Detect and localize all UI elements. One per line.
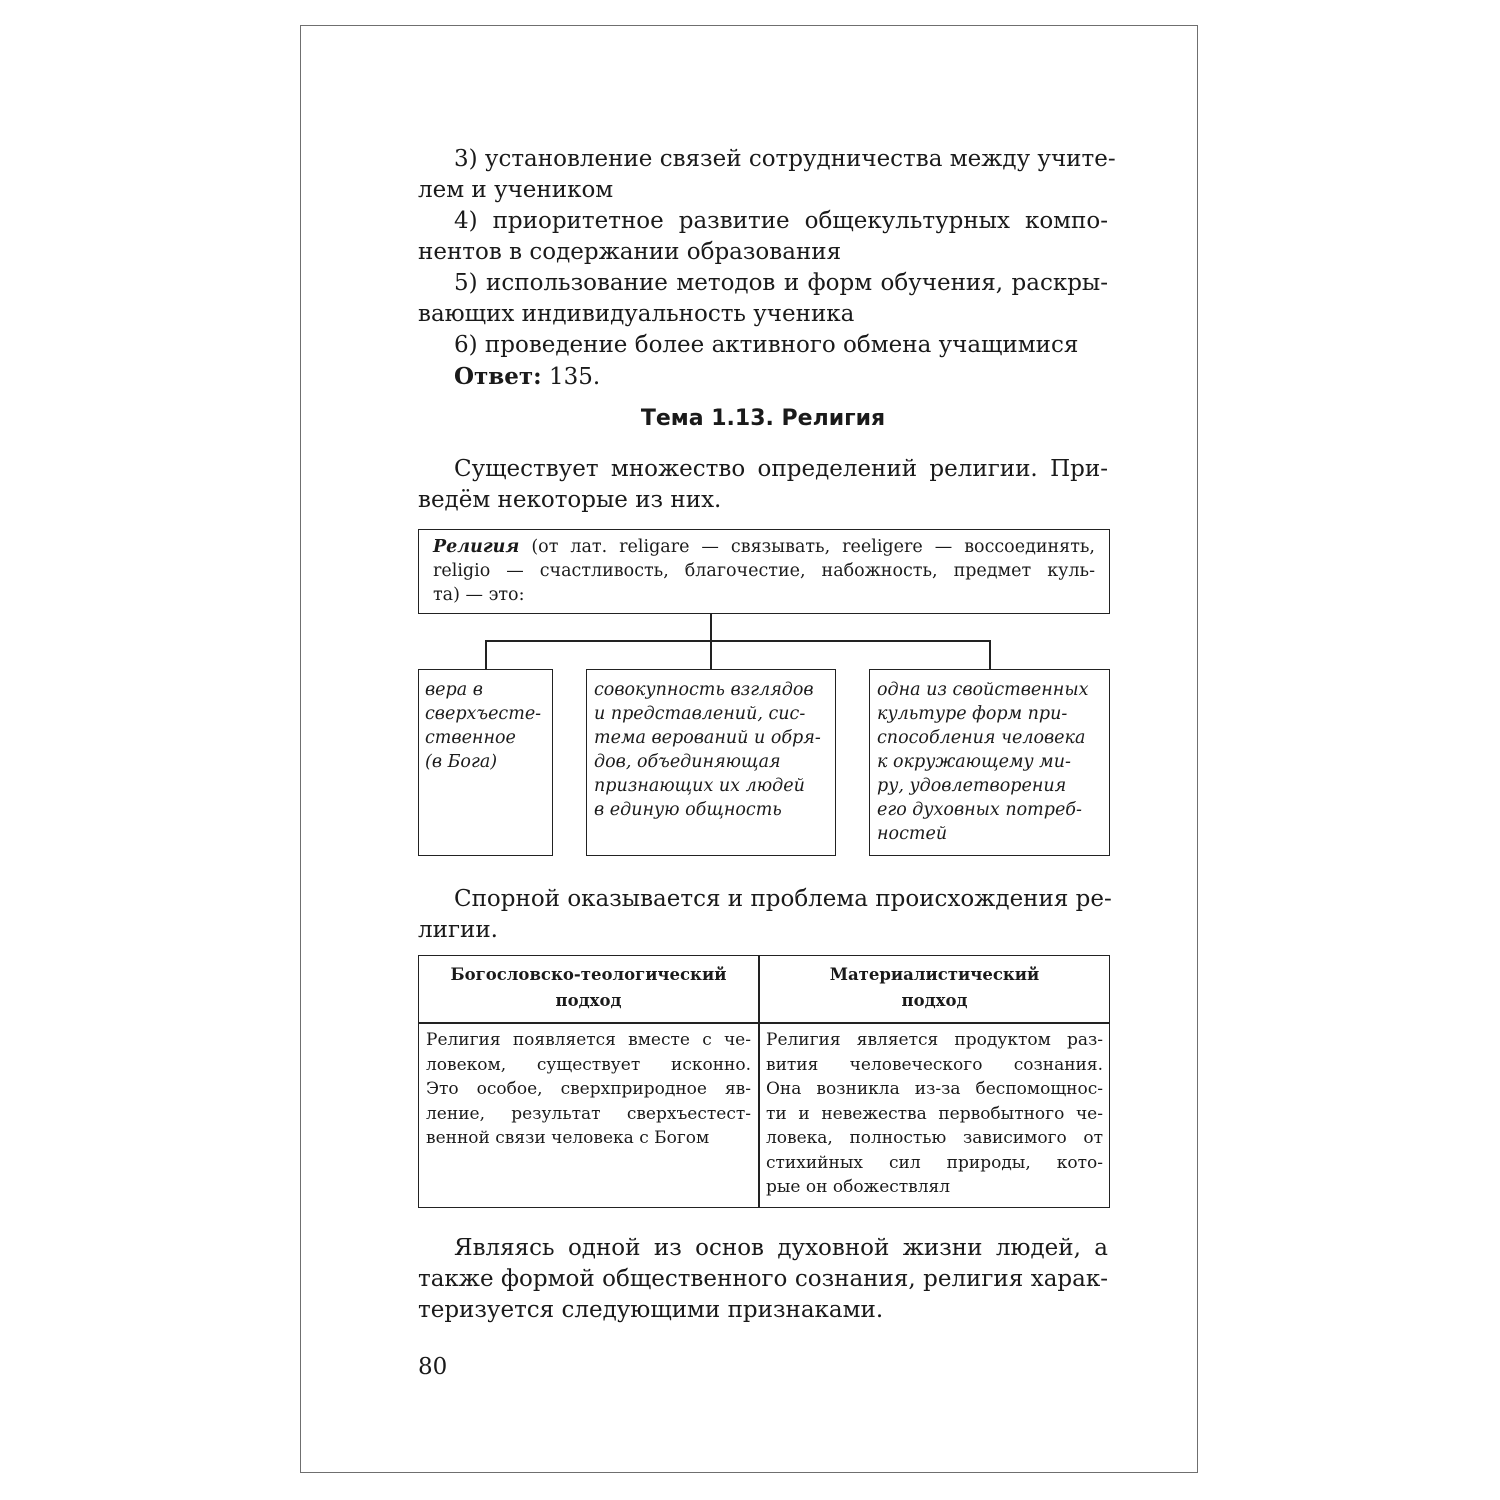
cell-line: ловеком, существует исконно. xyxy=(426,1054,751,1075)
cell-line: ти и невежества первобытного че- xyxy=(766,1103,1103,1124)
cell-line: Это особое, сверхприродное яв- xyxy=(426,1079,751,1099)
paragraph-origin-intro xyxy=(418,884,1112,946)
connector-left xyxy=(485,640,487,669)
header-line: подход xyxy=(555,991,622,1010)
paragraph-features-intro xyxy=(418,1233,1108,1326)
branch1-line: вера в xyxy=(425,680,483,700)
table-cell-theological xyxy=(426,1028,751,1151)
branch3-line: культуре форм при- xyxy=(877,704,1068,724)
connector-trunk xyxy=(710,614,712,669)
branch3-line: к окружающему ми- xyxy=(877,752,1071,772)
para1-line2: ведём некоторые из них. xyxy=(418,487,722,513)
section-heading: Тема 1.13. Религия xyxy=(640,406,886,431)
cell-line: вития человеческого сознания. xyxy=(766,1054,1103,1075)
table-cell-materialist xyxy=(766,1028,1103,1200)
para1-line1: Существует множество определений религии. При- xyxy=(454,456,1108,482)
cell-line: Религия является продуктом раз- xyxy=(766,1030,1103,1050)
branch3-line: способления человека xyxy=(877,728,1086,748)
definition-line1 xyxy=(433,535,1095,559)
para3-line3: теризуется следующими признаками. xyxy=(418,1297,884,1323)
origin-table xyxy=(418,955,1110,1208)
branch1-line: ственное xyxy=(425,728,516,748)
book-page xyxy=(300,25,1198,1473)
list-item-3-line1: 3) установление связей сотрудничества между учите- xyxy=(454,146,1116,172)
answer-label: Ответ: xyxy=(454,363,542,390)
branch3-line: ру, удовлетворения xyxy=(877,776,1067,796)
table-header-materialist xyxy=(760,962,1109,1014)
header-line: Материалистический xyxy=(829,965,1040,984)
definition-line3: та) — это: xyxy=(433,585,525,605)
cell-line: рые он обожествлял xyxy=(766,1177,951,1197)
branch2-line: признающих их людей xyxy=(594,776,805,796)
list-item-5-line1: 5) использование методов и форм обучения, раскры- xyxy=(454,270,1108,296)
paragraph-definitions-intro xyxy=(418,454,1108,516)
definition-line2: religio — счастливость, благочестие, набожность, предмет куль- xyxy=(433,561,1095,581)
cell-line: венной связи человека с Богом xyxy=(426,1128,710,1148)
connector-right xyxy=(989,640,991,669)
connector-bar xyxy=(485,640,990,642)
branch3-line: ностей xyxy=(877,824,948,844)
branch3-line: его духовных потреб- xyxy=(877,800,1082,820)
table-header-divider xyxy=(419,1022,1109,1024)
answer-line xyxy=(418,361,1108,393)
definition-box xyxy=(418,529,1110,614)
branch-box-beliefs xyxy=(586,669,836,856)
branch2-line: совокупность взглядов xyxy=(594,680,814,700)
branch2-line: в единую общность xyxy=(594,800,782,820)
header-line: Богословско-теологический xyxy=(450,965,727,984)
cell-line: ловека, полностью зависимого от xyxy=(766,1128,1103,1148)
table-header-theological xyxy=(419,962,758,1014)
definition-line1-rest: (от лат. religare — связывать, reeligere — воссоединять, xyxy=(519,537,1095,557)
intro-list xyxy=(418,144,1116,393)
cell-line: Религия появляется вместе с че- xyxy=(426,1030,751,1050)
list-item-4-line2: нентов в содержании образования xyxy=(418,239,842,265)
definition-term: Религия xyxy=(433,537,520,557)
para3-line2: также формой общественного сознания, религия харак- xyxy=(418,1266,1108,1292)
branch1-line: (в Бога) xyxy=(425,752,498,772)
list-item-5-line2: вающих индивидуальность ученика xyxy=(418,301,855,327)
para3-line1: Являясь одной из основ духовной жизни людей, а xyxy=(454,1235,1108,1261)
branch-box-faith xyxy=(418,669,553,856)
list-item-4-line1: 4) приоритетное развитие общекультурных компо- xyxy=(454,208,1108,234)
branch2-line: тема верований и обря- xyxy=(594,728,821,748)
cell-line: ление, результат сверхъестест- xyxy=(426,1103,751,1124)
branch3-line: одна из свойственных xyxy=(877,680,1089,700)
page-number: 80 xyxy=(418,1354,448,1380)
cell-line: стихийных сил природы, кото- xyxy=(766,1152,1103,1173)
branch1-line: сверхъесте- xyxy=(425,704,542,724)
branch-box-adaptation xyxy=(869,669,1110,856)
list-item-6-line1: 6) проведение более активного обмена учащимися xyxy=(454,332,1079,358)
branch2-line: и представлений, сис- xyxy=(594,704,806,724)
cell-line: Она возникла из-за беспомощнос- xyxy=(766,1079,1103,1099)
answer-value: 135. xyxy=(541,364,601,390)
branch2-line: дов, объединяющая xyxy=(594,752,781,772)
list-item-3-line2: лем и учеником xyxy=(418,177,614,203)
para2-line2: лигии. xyxy=(418,917,498,943)
para2-line1: Спорной оказывается и проблема происхождения ре- xyxy=(454,886,1112,912)
header-line: подход xyxy=(901,991,968,1010)
